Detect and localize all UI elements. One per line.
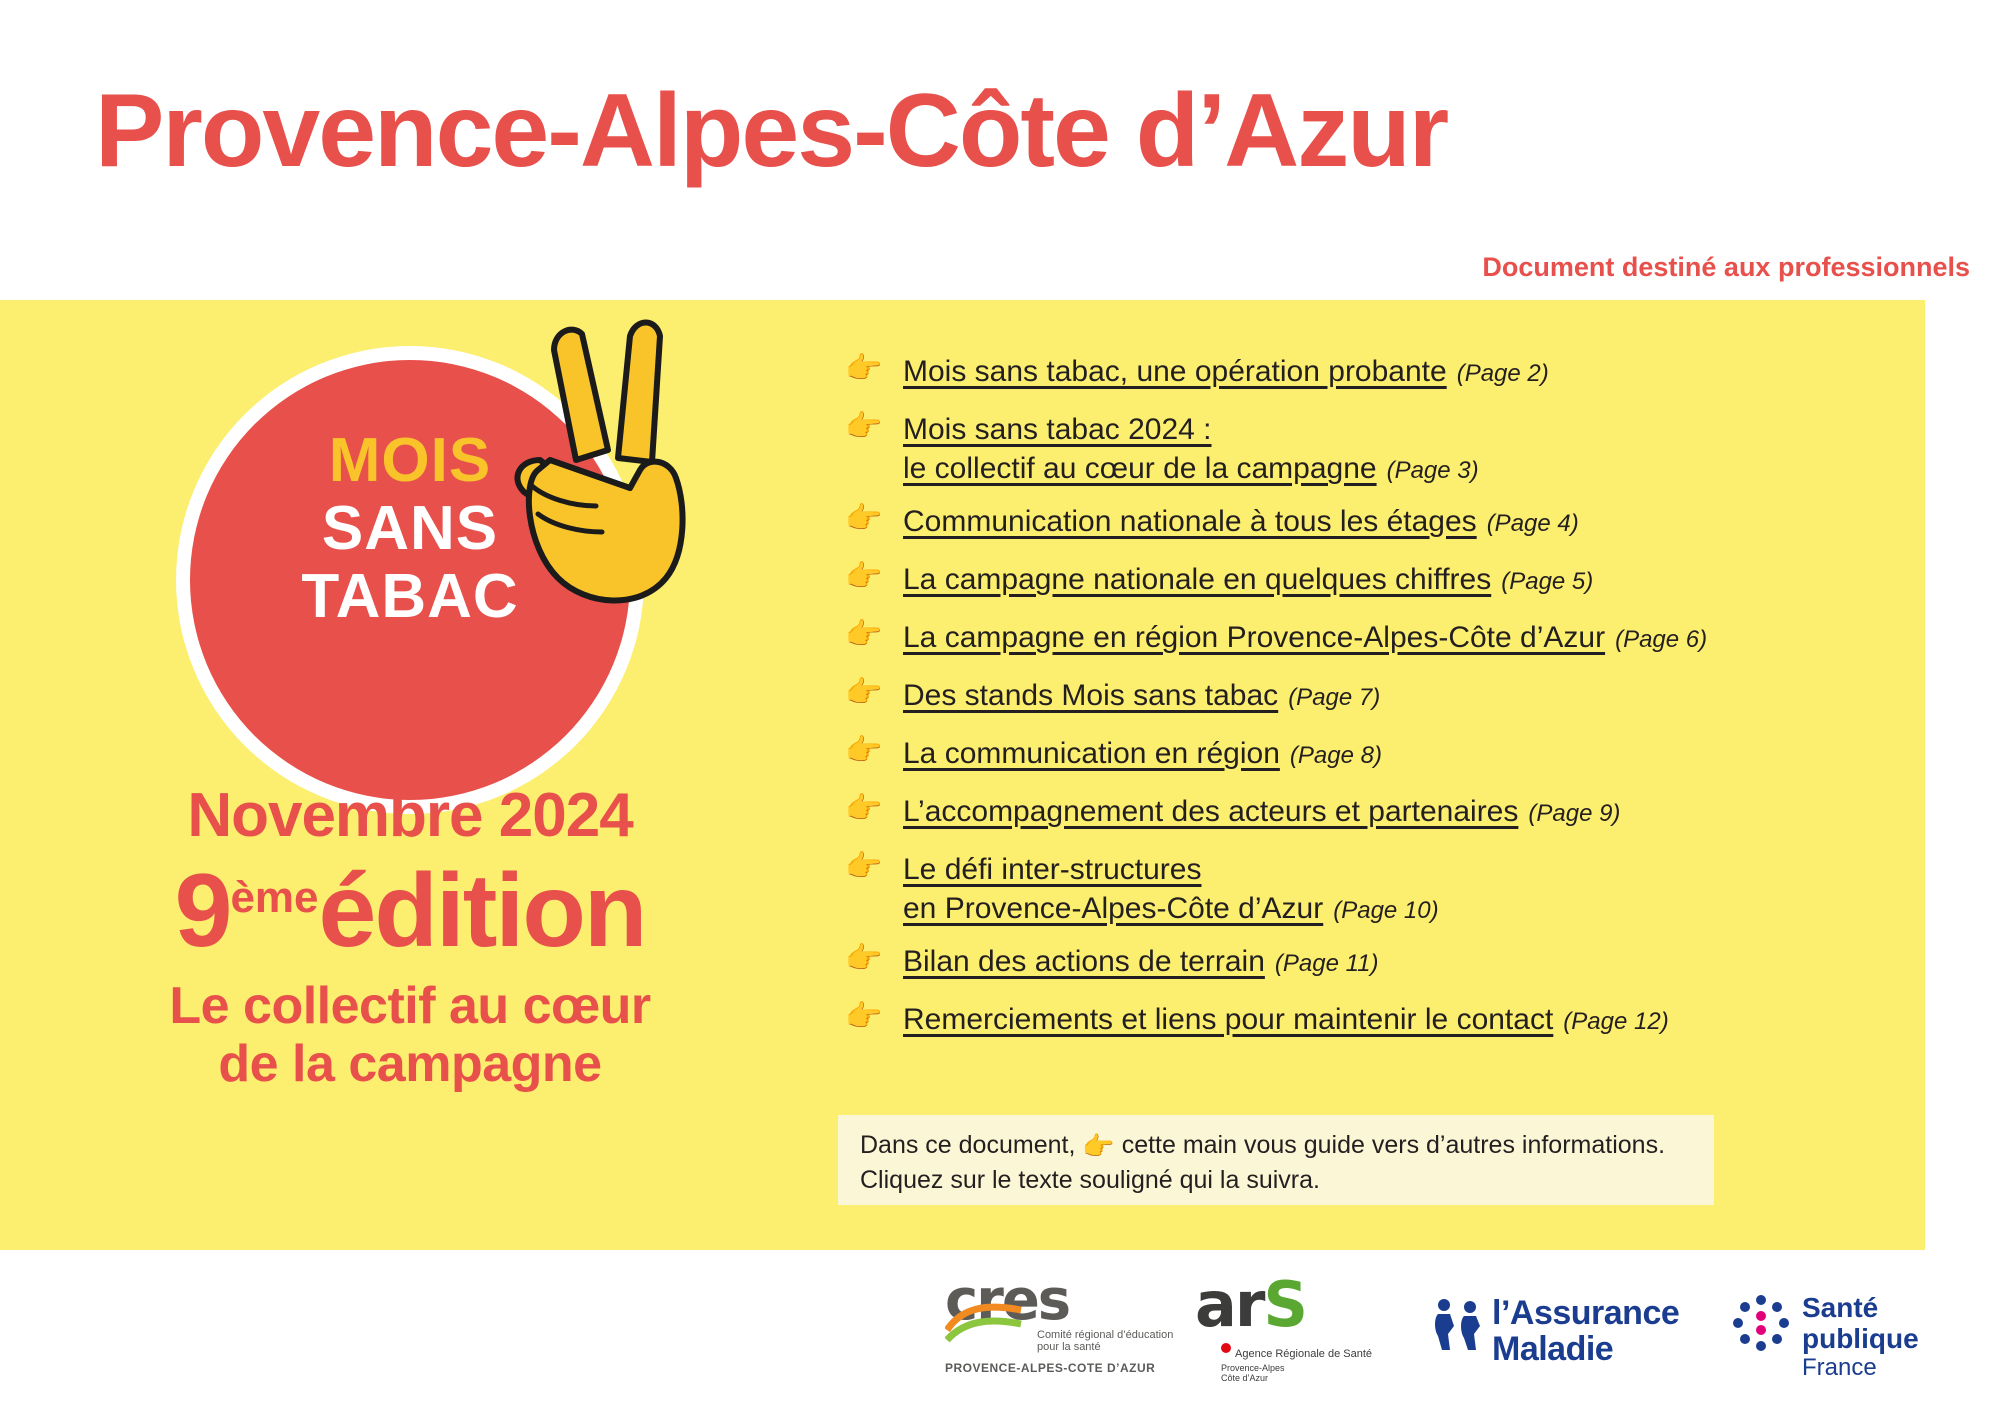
toc-item[interactable] [845, 850, 1905, 928]
pointing-hand-icon: 👉 [1082, 1131, 1115, 1161]
toc-item[interactable] [845, 792, 1905, 836]
edition-number: 9 [174, 853, 231, 969]
toc-page-number: (Page 10) [1333, 897, 1439, 924]
toc-item[interactable] [845, 560, 1905, 604]
toc-item[interactable] [845, 676, 1905, 720]
toc-page-number: (Page 6) [1615, 626, 1708, 653]
pointing-hand-icon: 👉 [845, 502, 883, 535]
ars-subtitle: Agence Régionale de Santé [1221, 1343, 1385, 1360]
note-text-after: cette main vous guide vers d’autres informations. [1121, 1131, 1666, 1159]
sante-publique-france-logo [1730, 1268, 1970, 1398]
toc-page-number: (Page 9) [1528, 800, 1621, 827]
pointing-hand-icon: 👉 [845, 734, 883, 767]
toc-item[interactable] [845, 734, 1905, 778]
logo-line-sans: SANS [321, 494, 499, 563]
toc-item[interactable] [845, 352, 1905, 396]
toc-item[interactable] [845, 502, 1905, 546]
victory-hand-icon [480, 310, 720, 630]
cres-region: PROVENCE-ALPES-COTE D’AZUR [945, 1361, 1156, 1375]
toc-link[interactable]: le collectif au cœur de la campagne [903, 452, 1377, 485]
ars-logo [1195, 1268, 1385, 1398]
toc-link[interactable]: Bilan des actions de terrain [903, 945, 1265, 978]
toc-page-number: (Page 2) [1456, 360, 1549, 387]
edition-ordinal: ème [230, 873, 319, 922]
toc-item[interactable] [845, 410, 1905, 488]
toc-page-number: (Page 11) [1274, 950, 1379, 977]
toc-link[interactable]: Communication nationale à tous les étages [903, 505, 1477, 538]
toc-item[interactable] [845, 942, 1905, 986]
toc-link[interactable]: Mois sans tabac 2024 : [903, 413, 1212, 446]
ars-region: Provence-Alpes Côte d’Azur [1221, 1363, 1285, 1384]
mois-sans-tabac-logo [180, 330, 670, 750]
tagline-line-2: de la campagne [218, 1035, 602, 1094]
toc-page-number: (Page 5) [1501, 568, 1594, 595]
pointing-hand-icon: 👉 [845, 618, 883, 651]
toc-link[interactable]: Des stands Mois sans tabac [903, 679, 1279, 712]
toc-link[interactable]: La campagne en région Provence-Alpes-Côte d’Azur [903, 621, 1606, 654]
ars-letter-s: S [1263, 1268, 1307, 1341]
cres-swoosh-icon [945, 1296, 1023, 1344]
toc-link[interactable]: Mois sans tabac, une opération probante [903, 355, 1447, 388]
ars-wordmark [1195, 1268, 1385, 1341]
spf-line-1: Santé [1802, 1292, 1879, 1323]
pointing-hand-icon: 👉 [845, 942, 883, 975]
toc-link[interactable]: L’accompagnement des acteurs et partenaires [903, 795, 1519, 828]
toc-link[interactable]: La campagne nationale en quelques chiffres [903, 563, 1492, 596]
tagline-line-1: Le collectif au cœur [169, 977, 651, 1035]
logo-line-tabac: TABAC [301, 562, 519, 631]
pointing-hand-icon: 👉 [845, 560, 883, 593]
edition-word: édition [318, 853, 646, 969]
spf-line-2: publique [1802, 1323, 1919, 1355]
spf-line-3: France [1802, 1353, 1877, 1381]
assurance-line-1: l’Assurance [1492, 1294, 1680, 1332]
spf-dots-icon [1730, 1294, 1792, 1356]
note-line-1 [860, 1129, 1692, 1164]
toc-page-number: (Page 8) [1289, 742, 1382, 769]
pointing-hand-icon: 👉 [845, 676, 883, 709]
ars-letter-a: a [1195, 1268, 1235, 1341]
logo-line-mois: MOIS [328, 426, 492, 495]
pointing-hand-icon: 👉 [845, 352, 883, 385]
cres-wordmark: cres [945, 1268, 1070, 1333]
cres-subtitle: Comité régional d’éducation pour la santé [1037, 1329, 1174, 1353]
footer-logos [0, 1250, 2000, 1415]
toc-page-number: (Page 7) [1288, 684, 1381, 711]
assurance-line-2: Maladie [1492, 1329, 1614, 1368]
assurance-maladie-wordmark [1492, 1296, 1690, 1367]
campaign-edition [80, 853, 740, 969]
spf-wordmark [1802, 1292, 1970, 1382]
ars-dot-icon [1221, 1343, 1231, 1353]
header-subtitle: Document destiné aux professionnels [1482, 252, 1970, 282]
toc-link[interactable]: Remerciements et liens pour maintenir le contact [903, 1003, 1554, 1036]
assurance-maladie-logo [1430, 1268, 1690, 1398]
instructions-note [838, 1115, 1714, 1205]
note-text-before: Dans ce document, [860, 1131, 1076, 1159]
toc-item[interactable] [845, 1000, 1905, 1044]
toc-link[interactable]: La communication en région [903, 737, 1280, 770]
campaign-date: Novembre 2024 [187, 781, 633, 850]
cres-logo [945, 1268, 1195, 1398]
page-title: Provence-Alpes-Côte d’Azur [95, 73, 1448, 189]
toc-page-number: (Page 3) [1386, 457, 1479, 484]
note-line-2: Cliquez sur le texte souligné qui la suivra. [860, 1166, 1320, 1195]
pointing-hand-icon: 👉 [845, 792, 883, 825]
toc-page-number: (Page 4) [1486, 510, 1579, 537]
pointing-hand-icon: 👉 [845, 1000, 883, 1033]
ars-letter-r: r [1234, 1268, 1264, 1341]
campaign-tagline [80, 977, 740, 1093]
pointing-hand-icon: 👉 [845, 850, 883, 883]
toc-link[interactable]: en Provence-Alpes-Côte d’Azur [903, 892, 1324, 925]
toc-page-number: (Page 12) [1563, 1008, 1669, 1035]
toc-link[interactable]: Le défi inter-structures [903, 853, 1202, 886]
pointing-hand-icon: 👉 [845, 410, 883, 443]
campaign-info [80, 780, 740, 1093]
toc-item[interactable] [845, 618, 1905, 662]
assurance-maladie-figures-icon [1430, 1296, 1488, 1352]
table-of-contents [845, 352, 1905, 1058]
